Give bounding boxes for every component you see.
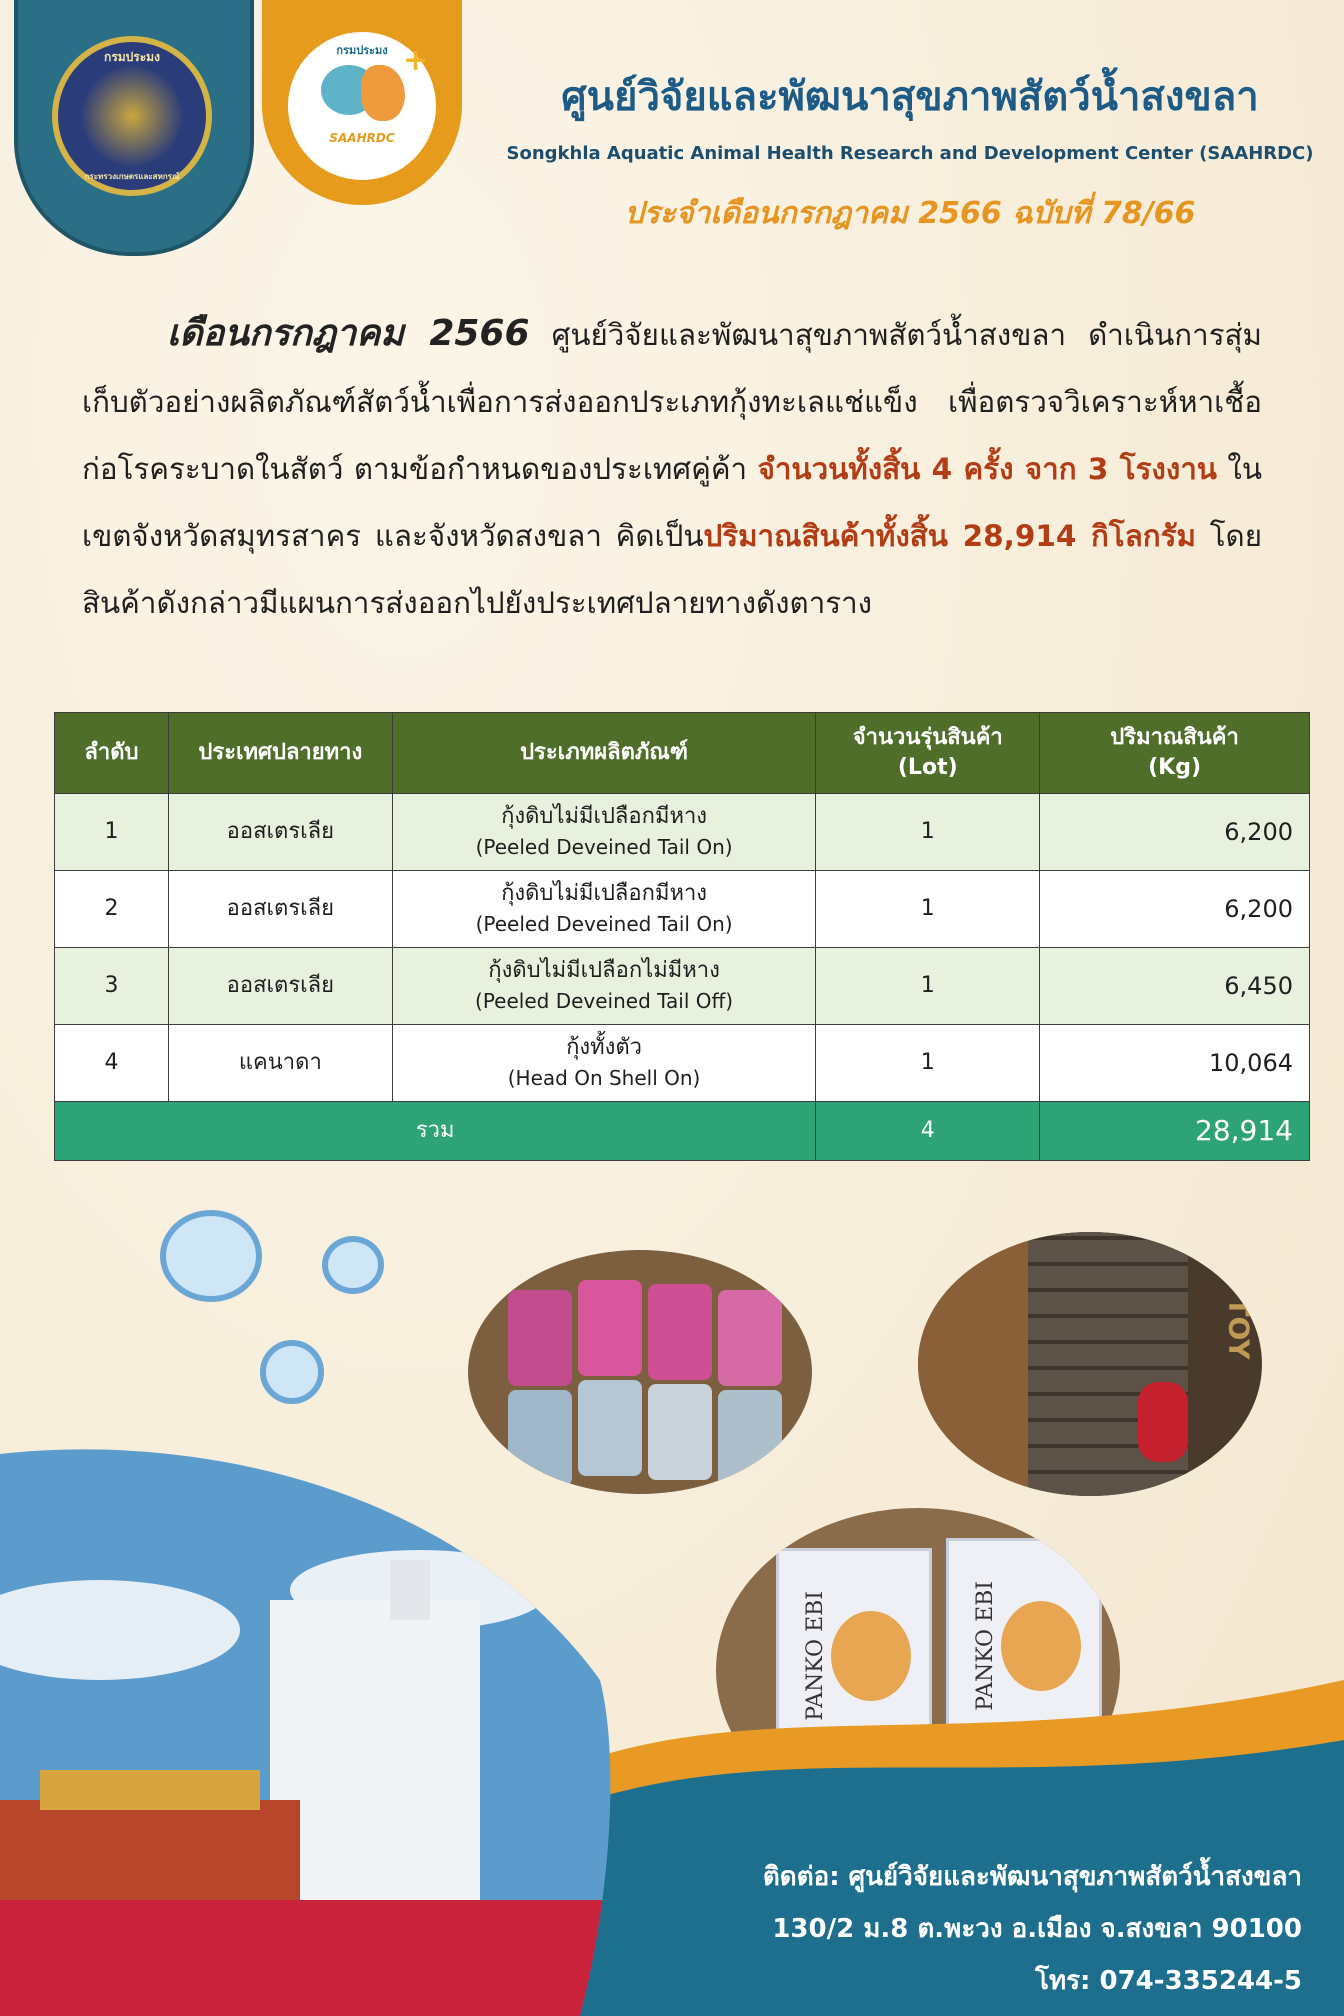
cell-type [392, 1025, 816, 1102]
plus-icon: + [403, 43, 429, 78]
col-header-lot-label: จำนวนรุ่นสินค้า [852, 725, 1003, 750]
cell-lot: 1 [816, 871, 1040, 948]
total-qty: 28,914 [1040, 1102, 1310, 1161]
cell-no: 4 [55, 1025, 169, 1102]
col-header-dest: ประเทศปลายทาง [168, 713, 392, 794]
fisheries-seal-logo [52, 36, 212, 196]
cell-type-th: กุ้งดิบไม่มีเปลือกมีหาง [501, 803, 708, 829]
cargo-ship-image [0, 1440, 620, 2016]
intro-paragraph [82, 300, 1262, 637]
cell-type [392, 871, 816, 948]
cell-lot: 1 [816, 794, 1040, 871]
table-total-row [55, 1102, 1310, 1161]
intro-lead: เดือนกรกฎาคม 2566 [167, 313, 530, 354]
logo-top-text: กรมประมง [336, 44, 388, 57]
table-row [55, 794, 1310, 871]
page-title: ศูนย์วิจัยและพัฒนาสุขภาพสัตว์น้ำสงขลา [561, 74, 1259, 120]
col-header-no: ลำดับ [55, 713, 169, 794]
shrimp-icon [361, 65, 405, 121]
intro-highlight-quantity: ปริมาณสินค้าทั้งสิ้น 28,914 กิโลกรัม [703, 519, 1196, 553]
total-lot: 4 [816, 1102, 1040, 1161]
cell-no: 1 [55, 794, 169, 871]
cell-lot: 1 [816, 948, 1040, 1025]
cell-type-th: กุ้งดิบไม่มีเปลือกไม่มีหาง [488, 957, 720, 983]
cell-qty: 6,200 [1040, 794, 1310, 871]
intro-text-2: ในเขตจังหวัดสมุทรสาคร และจังหวัดสงขลา คิดเป็น [82, 452, 1262, 553]
col-header-lot-unit: (Lot) [897, 755, 958, 780]
ministry-badge [14, 0, 254, 256]
shrimp-icon [322, 1236, 384, 1294]
table-row [55, 871, 1310, 948]
cell-qty: 6,450 [1040, 948, 1310, 1025]
intro-text-1: ศูนย์วิจัยและพัฒนาสุขภาพสัตว์น้ำสงขลา ดำเนินการสุ่มเก็บตัวอย่างผลิตภัณฑ์สัตว์น้ำเพื่อการส่งออกประเภทกุ้งทะเลแช่แข็ง เพื่อตรวจวิเคราะห์หาเชื้อก่อโรคระบาดในสัตว์ ตามข้อกำหนดของประเทศคู่ค้า [82, 318, 1262, 486]
table-row [55, 1025, 1310, 1102]
cell-type [392, 948, 816, 1025]
issue-label: ประจำเดือนกรกฎาคม 2566 ฉบับที่ 78/66 [624, 196, 1196, 231]
box-label: PANKO EBI [803, 1591, 828, 1721]
seal-bottom-text: กระทรวงเกษตรและสหกรณ์ [84, 172, 180, 181]
ship-hull [0, 1900, 620, 2016]
col-header-lot [816, 713, 1040, 794]
cell-no: 2 [55, 871, 169, 948]
page-subtitle: Songkhla Aquatic Animal Health Research and Development Center (SAAHRDC) [506, 143, 1314, 164]
total-label: รวม [55, 1102, 816, 1161]
contact-name: ติดต่อ: ศูนย์วิจัยและพัฒนาสุขภาพสัตว์น้ำสงขลา [762, 1862, 1302, 1892]
cell-type-en: (Head On Shell On) [507, 1065, 701, 1090]
saahrdc-badge [262, 0, 462, 205]
table-row [55, 948, 1310, 1025]
export-table [54, 712, 1310, 1161]
cell-dest: ออสเตรเลีย [168, 871, 392, 948]
cell-type-en: (Peeled Deveined Tail On) [475, 834, 733, 859]
cell-no: 3 [55, 948, 169, 1025]
intro-highlight-count: จำนวนทั้งสิ้น 4 ครั้ง จาก 3 โรงงาน [757, 452, 1217, 486]
col-header-qty-label: ปริมาณสินค้า [1110, 725, 1239, 750]
logo-acronym: SAAHRDC [329, 131, 395, 145]
table-header-row [55, 713, 1310, 794]
warehouse-text: TOY [1222, 1297, 1256, 1360]
cell-qty: 6,200 [1040, 871, 1310, 948]
shrimp-icon [160, 1210, 262, 1302]
seal-emblem-icon [80, 64, 184, 168]
saahrdc-logo [288, 32, 436, 180]
intro-text-3: โดยสินค้าดังกล่าวมีแผนการส่งออกไปยังประเทศปลายทางดังตาราง [82, 519, 1262, 620]
ship-superstructure [270, 1600, 480, 1900]
shrimp-icon [260, 1340, 324, 1404]
cell-dest: แคนาดา [168, 1025, 392, 1102]
cell-qty: 10,064 [1040, 1025, 1310, 1102]
cell-type-en: (Peeled Deveined Tail Off) [475, 988, 734, 1013]
cell-type-en: (Peeled Deveined Tail On) [475, 911, 733, 936]
cell-type-th: กุ้งทั้งตัว [566, 1034, 643, 1060]
box-label: PANKO EBI [973, 1581, 998, 1711]
col-header-qty [1040, 713, 1310, 794]
col-header-type: ประเภทผลิตภัณฑ์ [392, 713, 816, 794]
contact-address: 130/2 ม.8 ต.พะวง อ.เมือง จ.สงขลา 90100 [772, 1914, 1302, 1944]
cell-type-th: กุ้งดิบไม่มีเปลือกมีหาง [501, 880, 708, 906]
contact-phone: โทร: 074-335244-5 [1034, 1966, 1302, 1996]
cell-type [392, 794, 816, 871]
seal-top-text: กรมประมง [104, 50, 160, 64]
cell-dest: ออสเตรเลีย [168, 794, 392, 871]
cell-lot: 1 [816, 1025, 1040, 1102]
col-header-qty-unit: (Kg) [1148, 755, 1202, 780]
cell-dest: ออสเตรเลีย [168, 948, 392, 1025]
